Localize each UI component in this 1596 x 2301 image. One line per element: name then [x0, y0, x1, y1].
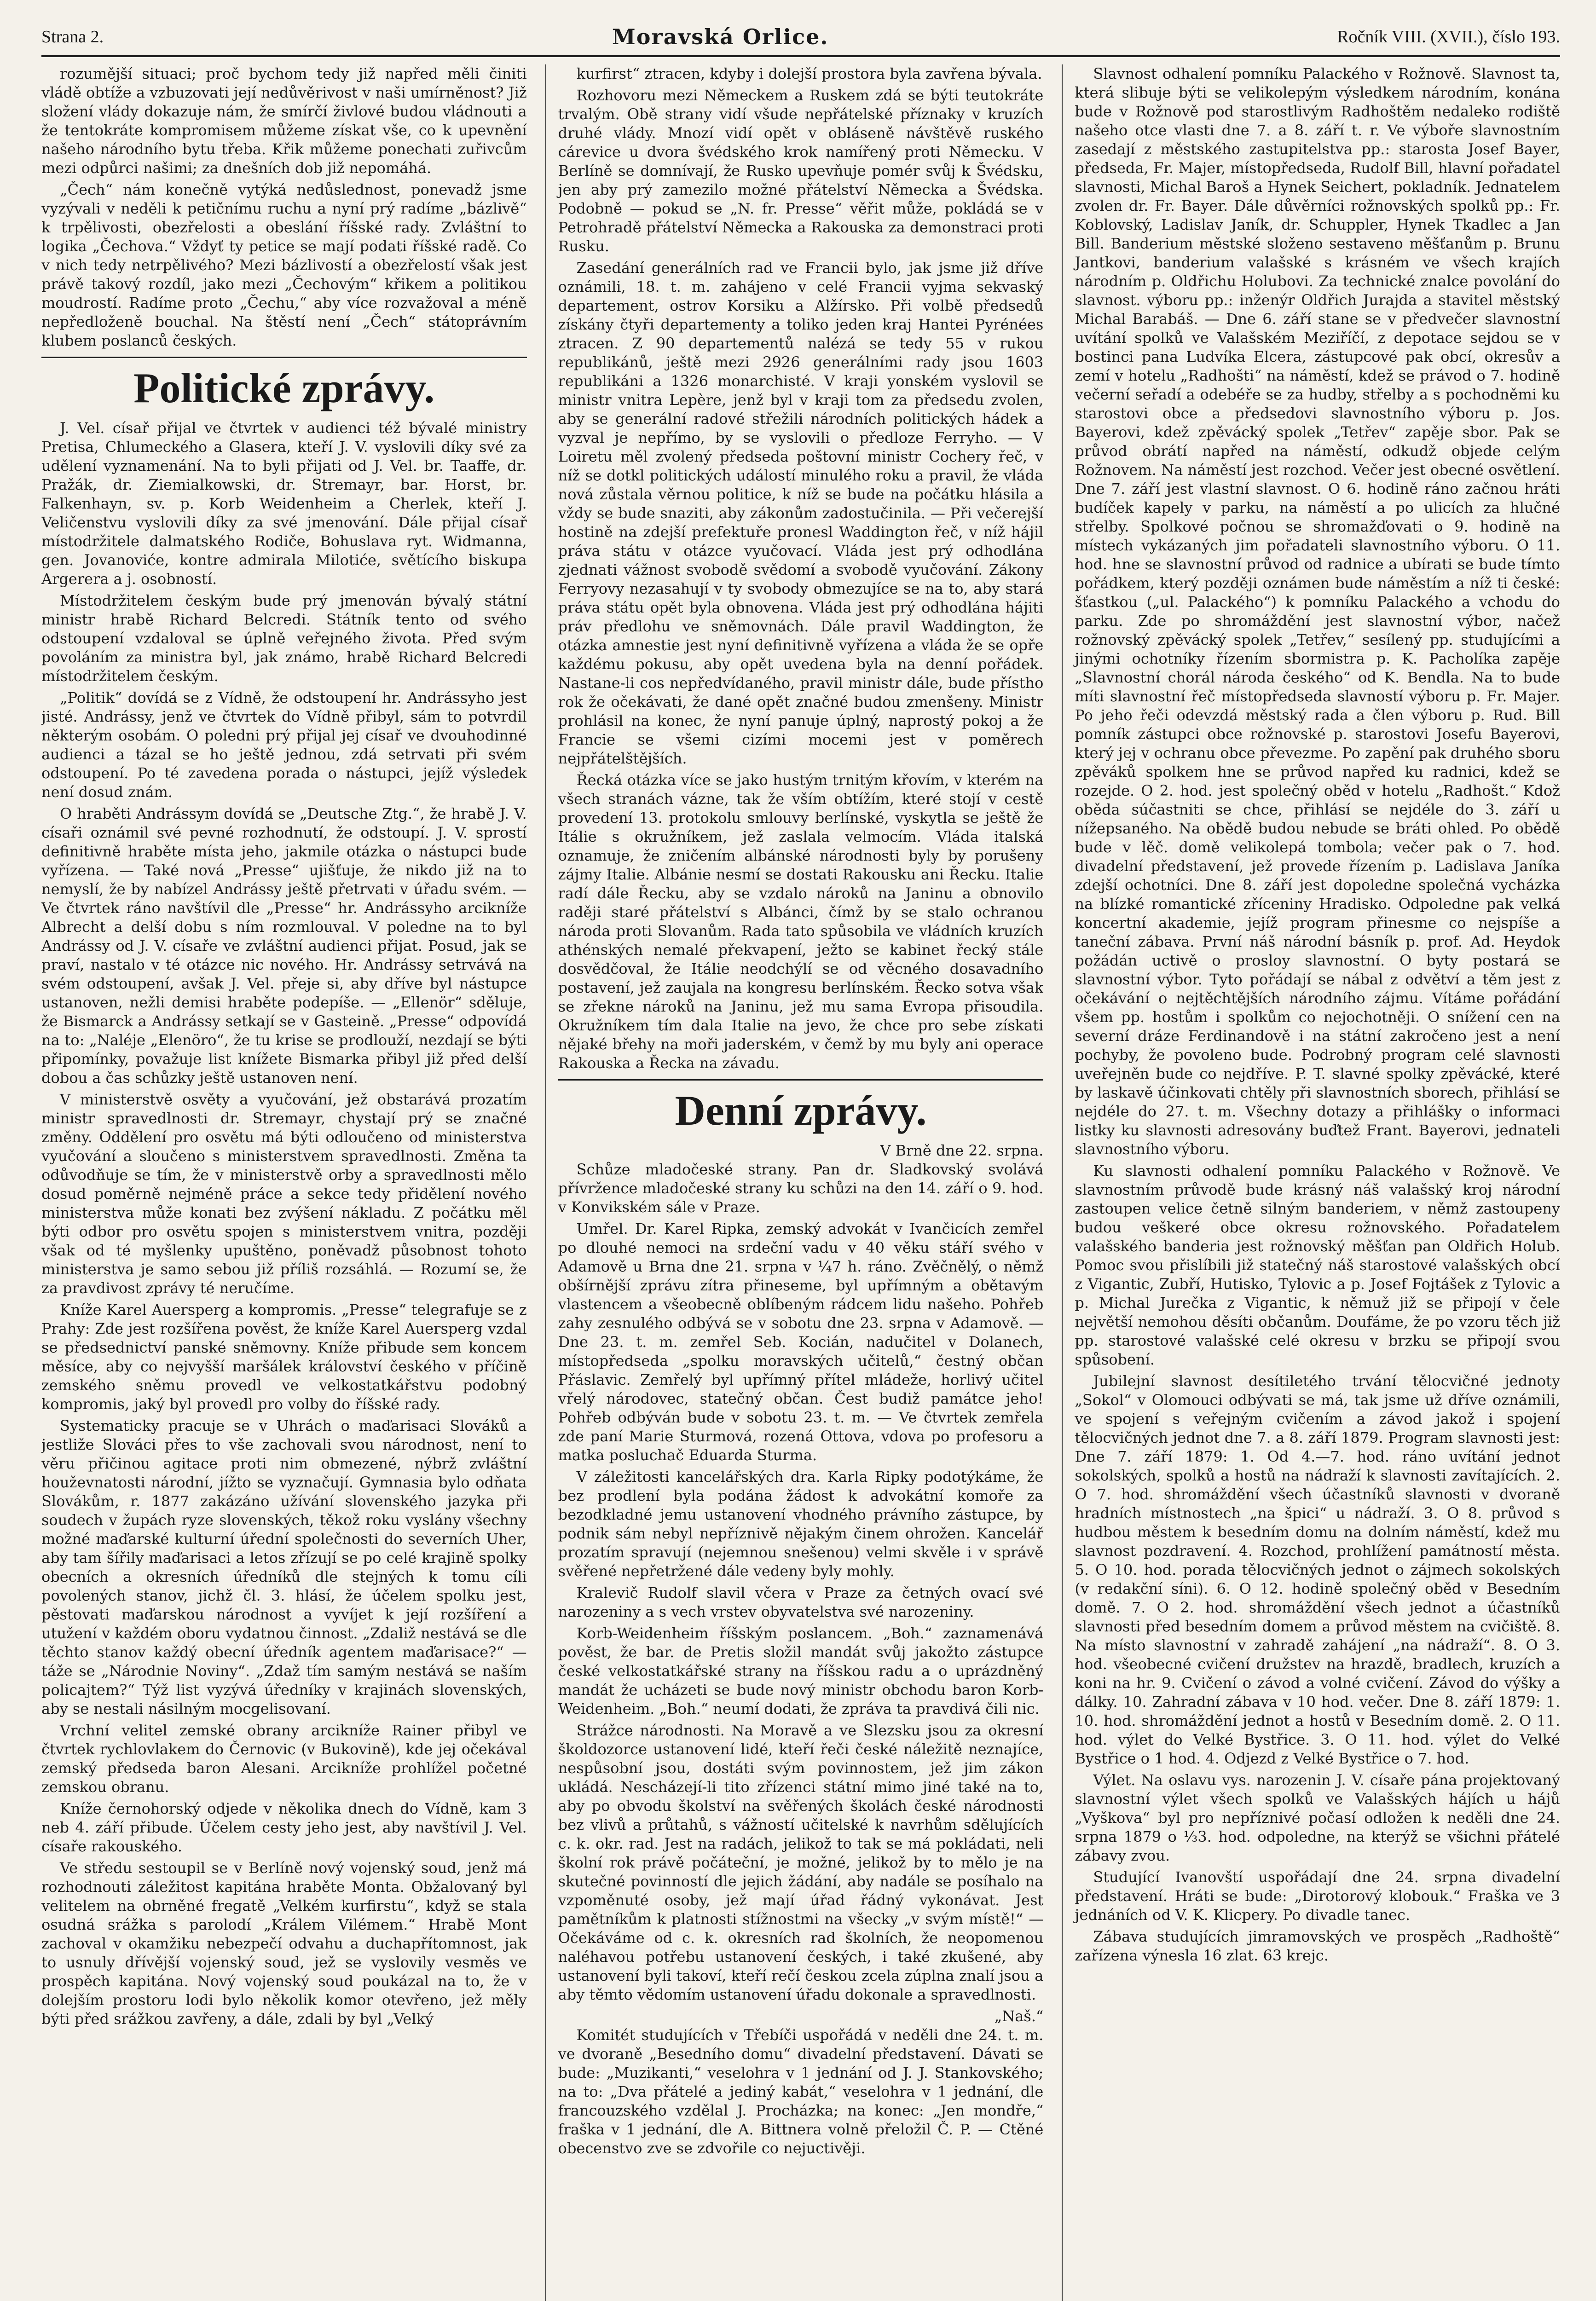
news-item: „Politik“ dovídá se z Vídně, že odstoupení hr. Andrássyho jest jisté. Andrássy, jenž ve čtvrtek do Vídně přibyl, sám to potvrdil některým osobám. O poledni prý přijal jej císař ve dvouhodinné audienci a tázal se ho ještě jednou, zdá setrvati při svém odstoupení. Po té zavedena porada o nástupci, jejíž výsledek není dosud znám.	[41, 689, 527, 801]
news-item: Schůze mladočeské strany. Pan dr. Sladkovský svolává přívržence mladočeské strany ku schůzi na den 14. září o 9. hod. v Konvikském sále v Praze.	[558, 1161, 1044, 1216]
article-paragraph: „Čech“ nám konečně vytýká nedůslednost, ponevadž jsme vyzývali v neděli k petičnímu ruchu a nyní prý radíme „bázlivě“ k trpělivosti, obezřelosti a obeslání říšské rady. Zvláštní to logika „Čechova.“ Vždyť ty petice se mají podati říšské radě. Co v nich tedy netrpělivého? Mezi bázlivostí a obezřelostí však jest právě takový rozdíl, jako mezi „Čechovým“ křikem a politikou moudrostí. Radíme proto „Čechu,“ aby více rozvažoval a méně nepředloženě bouchal. Na štěstí není „Čech“ státoprávním klubem poslanců českých.	[41, 181, 527, 349]
news-item: Slavnost odhalení pomníku Palackého v Rožnově. Slavnost ta, která slibuje býti se velikolepým výsledkem národním, konána bude v Rožnově pod starostlivým Radhoštěm nedaleko rodiště našeho otce vlasti dne 7. a 8. září t. r. Ve výboře slavnostním zasedají z městského zastupitelstva pp.: starosta Josef Bayer, předseda, Fr. Majer, místopředseda, Rudolf Bill, hlavní pořadatel slavnosti, Michal Baroš a Hynek Seichert, pokladník. Jednatelem zvolen dr. Fr. Bayer. Dále důvěrníci rožnovských spolků pp.: Fr. Koblovský, Ladislav Janík, dr. Schuppler, Hynek Tkadlec a Jan Bill. Banderium městské složeno sestaveno měšťanům p. Brunu Jantkovi, banderium valašské s krásném ve všech krajích národním p. Oldřichu Holubovi. Za technické znalce povolání do slavnost. výboru pp.: inženýr Oldřich Jurajda a stavitel městský Michal Barabáš. — Dne 6. září stane se v předvečer slavnostní uvítání spolků ve Valašském Meziříčí, z depotace sejdou se v bostinci pana Ludvíka Elcera, zástupcové pak obcí, okresův a zemí v hotelu „Radhošti“ na náměstí, kdež se právod o 7. hodině večerní seřadí a odebéře se za hudby, střelby a s pochodněmi ku starostovi obce a předsedovi slavnostního výboru p. Jos. Bayerovi, kdež zpěvácký spolek „Tetřev“ zapěje sbor. Pak se průvod obrátí napřed na náměstí, odkudž objede celým Rožnovem. Na náměstí jest rozchod. Večer jest obecné osvětlení. Dne 7. září jest vlastní slavnost. O 6. hodině ráno začnou hráti budíček kapely v parku, na náměstí a po ulicích za hlučné střelby. Spolkové počnou se shromažďovati o 9. hodině na místech vykázaných jim pořadateli slavnostního výboru. O 11. hod. hne se slavnostní průvod od radnice a ubírati se bude tímto pořádkem, který později oznámen bude náměstím a níž ti české: šťastkou („ul. Palackého“) k pomníku Palackého a vchodu do parku. Zde po shromáždění jest slavnostní výbor, načež rožnovský zpěvácký spolek „Tetřev,“ sesílený pp. studujícími a jinými ochotníky řízením sbormistra p. K. Pacholíka zapěje „Slavnostní chorál národa českého“ od K. Bendla. Na to bude míti slavnostní řeč místopředseda slavností výboru p. Fr. Majer. Po jeho řeči odevzdá městský rada a člen výboru p. Rud. Bill pomník zástupci obce rožnovské p. starostovi Josefu Bayerovi, který jej v ochranu obce převezme. Po zapění pak druhého sboru zpěváků spolkem hne se průvod napřed ku radnici, kdež se rozejde. O 2. hod. jest společný oběd v hotelu „Radhošt.“ Kdož oběda súčastniti se chce, přihlásí se nejdéle do 3. září u nížepsaného. Na obědě budou nebude se bráti ohled. Po obědě bude v lěč. domě velikolepá tombola; večer pak o 7. hod. divadelní představení, jež provede řízením p. Ladislava Janíka zdejší ochotníci. Dne 8. září jest dopoledne společná vycházka na blízké romantické zříceniny Hradisko. Odpoledne pak velká koncertní akademie, jejíž program přinesme co nejspíše a taneční zábava. První náš národní básník p. prof. Ad. Heydok požádán uctivě o prosloy slavnostní. O byty postará se slavnostní výbor. Tyto pořádají se nábal z odvětví a těm jest z očekávání o nejtěchtějších národního zájmu. Vítáme pořádání všem pp. hostům i spolkům co nejochotněji. O snížení cen na severní dráze Ferdinandově i na státní zakročeno jest a není pochyby, že povoleno bude. Podrobný program celé slavnosti uveřejněn bude co nejdříve. P. T. slavné spolky zpěvácké, které by laskavě účinkovati chtěly při slavnostních sborech, přihlásí se nejdéle do 27. t. m. Všechny dotazy a přihlášky o informaci listky ku slavnosti adresovány buďtež Frant. Bayerovi, jednateli slavnostního výboru.	[1075, 65, 1561, 1158]
news-item: Kníže černohorský odjede v několika dnech do Vídně, kam 3 neb 4. září přibude. Účelem cesty jeho jest, aby navštívil J. Vel. císaře rakouského.	[41, 1800, 527, 1855]
issue-number: Ročník VIII. (XVII.), číslo 193.	[1337, 27, 1560, 46]
column-3	[1062, 64, 1560, 2301]
news-item: Umřel. Dr. Karel Ripka, zemský advokát v Ivančicích zemřel po dlouhé nemoci na srdeční vadu v 40 věku stáří svého v Adamově u Brna dne 21. srpna v ¼7 h. ráno. Zvěčnělý, o němž obšírnější zprávu zítra přineseme, byl upřímným a obětavým vlastencem a všeobecně oblíbeným rádcem lidu našeho. Pohřeb zahy zesnulého odbývá se v sobotu dne 23. srpna v Adamově. — Dne 23. t. m. zemřel Seb. Kocián, nadučitel v Dolanech, místopředseda „spolku moravských učitelů,“ čestný občan Přáslavic. Zemřelý byl upřímný přítel mládeže, horlivý učitel vřelý národovec, statečný občan. Čest budiž památce jeho! Pohřeb odbýván bude v sobotu 23. t. m. — Ve čtvrtek zemřela zde paní Marie Sturmová, rozená Ottova, vdova po profesoru a matka posluchač Eduarda Sturma.	[558, 1220, 1044, 1464]
news-item: Jubilejní slavnost desítiletého trvání tělocvičné jednoty „Sokol“ v Olomouci odbývati se má, tak jsme už dříve oznámili, ve spojení s veřejným cvičením a závod jakož i spojení tělocvičných jednot dne 7. a 8. září 1879. Program slavnosti jest: Dne 7. září 1879: 1. Od 4.—7. hod. ráno uvítání jednot sokolských, spolků a hostů na nádraží k slavnosti zavítajících. 2. O 7. hod. shromáždění všech účastníků slavnosti v dvoraně hradních místnostech „na špici“ u nádraží. 3. O 8. průvod s hudbou městem k besedním domu na dolním náměstí, kdež mu slavnost pozdravení. 4. Rozchod, prohlížení památností města. 5. O 10. hod. porada tělocvičných jednot o zájmech sokolských (v redakční síni). 6. O 12. hodině společný oběd v Besedním domě. 7. O 2. hod. shromáždění všech jednot a účastníků slavnosti před besedním domem a průvod městem na cvičiště. 8. Na místo slavnostní v zahradě zahájení „na nádraží“. 8. O 3. hod. všeobecné cvičení družstev na hrazdě, bradlech, kruzích a koni na hr. 9. Cvičení o závod a volné cvičení. Závod do výšky a dálky. 10. Zahradní zábava v 10 hod. večer. Dne 8. září 1879: 1. 10. hod. shromáždění jednot a hostů v Besedním domě. 2. O 11. hod. výlet do Velké Bystřice. 3. O 11. hod. výlet do Velké Bystřice o 1 hod. 4. Odjezd z Velké Bystřice o 7. hod.	[1075, 1372, 1561, 1767]
news-item: Studující Ivanovští uspořádají dne 24. srpna divadelní představení. Hráti se bude: „Dirotorový klobouk.“ Fraška ve 3 jednáních od V. K. Klicpery. Po divadle tanec.	[1075, 1868, 1561, 1924]
dateline: V Brně dne 22. srpna.	[880, 1142, 1044, 1159]
news-item: Ve středu sestoupil se v Berlíně nový vojenský soud, jenž má rozhodnouti záležitost kapitána hraběte Monta. Obžalovaný byl velitelem na obrněné fregatě „Velkém kurfirstu“, když se stala osudná srážka s parolodí „Králem Vilémem.“ Hrabě Mont zachoval v okamžiku nebezpečí odvahu a duchapřítomnost, jak to usnuly dřívější vojenský soud, jež se vyslovily vesměs ve prospěch kapitána. Nový vojenský soud poukázal na to, že v dolejším prostoru lodi bylo několik komor otevřeno, jež měly býti před srážkou zavřeny, a dále, zdali by byl „Velký	[41, 1859, 527, 2028]
news-item: Komitét studujících v Třebíči uspořádá v neděli dne 24. t. m. ve dvoraně „Besedního domu“ divadelní představení. Dávati se bude: „Muzikanti,“ veselohra v 1 jednání od J. J. Stankovského; na to: „Dva přátelé a jediný kabát,“ veselohra v 1 jednání, dle francouzského vzdělal J. Procházka; na konec: „Jen mondře,“ fraška v 1 jednání, dle A. Bittnera volně přeložil Č. P. — Ctěné obecenstvo zve se zdvořile co nejuctivěji.	[558, 2026, 1044, 2157]
news-item: Zábava studujících jimramovských ve prospěch „Radhoště“ zařízena výnesla 16 zlat. 63 krejc.	[1075, 1928, 1561, 1964]
page-header	[41, 18, 1560, 57]
signoff: „Naš.“	[994, 2007, 1044, 2025]
section-title-denni: Denní zprávy.	[558, 1079, 1044, 1136]
news-item: Zasedání generálních rad ve Francii bylo, jak jsme již dříve oznámili, 18. t. m. zahájeno v celé Francii vyjma sekvaský departement, ostrov Korsiku a Alžírsko. Při volbě předsedů získány čtyři departementy a toliko jeden kraj Hantei Pyrénées ztracen. Z 90 departementů nalézá se tedy 55 v rukou republikánů, ještě mezi 2926 generálními rady jsou 1603 republikáni a 1326 monarchisté. V kraji yonském vyslovil se ministr vnitra Lepère, jenž byl v kraji tom za předsedu zvolen, aby se generální radové střežili národních politických hádek a vyzval je nepřímo, by se vyslovili o předloze Ferryho. — V Loiretu měl zvolený předseda poštovní ministr Cochery řeč, v níž se dotkl politických událostí minulého roku a pravil, že vláda nová zůstala věrnou politice, k níž se bude na počátku hlásila a vždy se bude snaziti, aby zákonům zadostučinila. — Při večerejší hostině na zdejší prefektuře pronesl Waddington řeč, v níž hájil práva státu v otázce vyučovací. Vláda jest prý odhodlána zjednati vážnost svobodě svědomí a svobodě vyučování. Zákony Ferryovy nezasahují v ty svobody obmezujíce se na to, aby stará práva státu opět byla obnovena. Vláda jest prý odhodlána hájiti práv předlohu ve sněmovnách. Dále pravil Waddington, že otázka amnestie jest nyní definitivně vyřízena a vláda že se opře každému pokusu, aby opět uvedena byla na denní pořádek. Nastane-li cos nepředvídaného, pravil ministr dále, bude přístho rok že očekávati, že dané opět značné budou zmenšeny. Ministr prohlásil na konec, že nyní panuje úplný, naprostý pokoj a že Francie se všemi cizími mocemi jest v poměrech nejpřátelštějších.	[558, 259, 1044, 767]
news-item: Strážce národnosti. Na Moravě a ve Slezsku jsou za okresní školdozorce ustanovení lidé, kteří řeči české náležitě neznajíce, nespůsobní jsou, dostáti svým povinnostem, jež jim zákon ukládá. Nescházejí-li tito zřízenci státní mimo jiné také na to, aby po obvodu školství na svěřených školách české národnosti bez vlivů a průtahů, s vážností učitelské k navrhům sdělujících c. k. okr. rad. Jest na radách, jelikož to tak se má pokládati, neli školní rok právě počáteční, je možné, jelikož by to mělo je na skutečné povinností dle jejich žádání, aby nadále se posíhalo na vzpoměnuté osoby, jež mají úřad řádný vykonávat. Jest pamětníkům k platnosti stížnostmi na všecky „v svým místě!“ — Očekáváme od c. k. okresních rad školních, že neopomenou naléhavou potřebu ustanovení českých, i také zkušené, aby ustanovení byli takoví, kteří rečí českou zcela zúplna znalí jsou a aby těmto vědomím ustanovení úřadu dokonale a spravedlnosti.	[558, 1722, 1044, 2003]
news-item: Rozhovoru mezi Německem a Ruskem zdá se býti teutokráte trvalým. Obě strany vidí všude nepřátelské příznaky v kruzích druhé vlády. Mnozí vidí opět v obláseně návštěvě ruského cárevice u dvora švédského krok namířený proti Německu. V Berlíně se domnívají, že Rusko upevňuje pomér svůj k Švédsku, jen aby prý zamezilo možné přátelství Německa a Švédska. Podobně — pokud se „N. fr. Presse“ věřit může, pokládá se v Petrohradě přátelství Německa a Rakouska za demonstraci proti Rusku.	[558, 87, 1044, 255]
news-item: Kníže Karel Auersperg a kompromis. „Presse“ telegrafuje se z Prahy: Zde jest rozšířena pověst, že kníže Karel Auersperg vzdal se předsednictví panské sněmovny. Kníže přibude sem koncem měsíce, aby co nejvyšší maršálek království českého v příčině zemského sněmu provedl ve velkostatkářstvu podobný kompromis, jaký byl provedl pro volby do říšské rady.	[41, 1301, 527, 1413]
news-item: kurfirst“ ztracen, kdyby i dolejší prostora byla zavřena bývala.	[576, 65, 1042, 82]
news-item: V ministerstvě osvěty a vyučování, jež obstarává prozatím ministr spravedlnosti dr. Stremayr, chystají prý se značné změny. Oddělení pro osvětu má býti odloučeno od ministerstva vyučování a sloučeno s ministerstvem spravedlnosti. Změna ta odůvodňuje se tím, že v ministerstvě orby a spravedlnosti mělo dosud poměrně nejméně práce a sekce tedy přidělení nového ministerstva může konati bez zvýšení nákladu. Z počátku měl býti odbor pro osvětu spojen s ministerstvem vnitra, později však od té myšlenky upuštěno, poněvadž působnost tohoto ministerstva je samo sebou již příliš rozsáhlá. — Rozumí se, že za pravdivost zprávy té neručíme.	[41, 1091, 527, 1297]
news-item: Systematicky pracuje se v Uhrách o maďarisaci Slováků a jestliže Slováci přes to vše zachovali svou národnost, není to věru přičinou agitace proti nim obmezené, nýbrž zvláštní houževnatosti národní, jížto se vyznačují. Gymnasia bylo odňata Slovákům, r. 1877 zakázáno užívání slovenského jazyka při soudech v župách ryze slovenských, těkož roku vyslány všechny možné maďarské kulturní úřední společnosti do severních Uher, aby tam šířily maďarisaci a letos zřízují se po celé krajině spolky obecních a okresních úředníků dle stejných k tomu cíli povolených stanov, jichž čl. 3. hlásí, že účelem spolku jest, pěstovati maďarskou národnost a vyvíjet k její rozšíření a utužení v každém oboru vydatnou činnost. „Zdaliž nestává se dle těchto stanov každý obecní úředník agentem maďarisace?“ — táže se „Národnie Noviny“. „Zdaž tím samým nestává se naším policajtem?“ Týž list vyzývá úředníky v krajinách slovenských, aby se nestali násilným mocgelisovaní.	[41, 1417, 527, 1717]
column-2	[545, 64, 1044, 2301]
news-item: Korb-Weidenheim říšským poslancem. „Boh.“ zaznamenává pověst, že bar. de Pretis složil mandát svůj jakožto zástupce české velkostatkářské strany na říšskou radu a o uprázdněný mandát že ucházeti se bude nový ministr obchodu baron Korb-Weidenheim. „Boh.“ neumí dodati, že zpráva ta pravdivá čili nic.	[558, 1625, 1044, 1717]
newspaper-page	[41, 18, 1560, 2301]
section-title-politicke: Politické zprávy.	[41, 357, 527, 413]
news-item: J. Vel. císař přijal ve čtvrtek v audienci též bývalé ministry Pretisa, Chlumeckého a Glasera, kteří J. V. vyslovili díky své za udělení vyznamenání. Na to byli přijati od J. Vel. br. Taaffe, dr. Pražák, dr. Ziemialkowski, dr. Stremayr, bar. Horst, br. Falkenhayn, sv. p. Korb Weidenheim a Cherlek, kteří J. Veličenstvu vyslovili díky za své jmenování. Dále přijal císař místodržitele dalmatského Rodiče, Bohuslava ryt. Widmanna, gen. Jovanoviće, kontre admirala Milotiće, světícího biskupa Argerera a j. osobností.	[41, 419, 527, 588]
page-number: Strana 2.	[41, 27, 104, 46]
news-item: Kralevič Rudolf slavil včera v Praze za četných ovací své narozeniny a s vech vrstev obyvatelstva své narozeniny.	[558, 1584, 1044, 1620]
article-paragraph: rozumější situaci; proč bychom tedy již napřed měli činiti vládě obtíže a vzbuzovati její nedůvěrivost v naši umírněnost? Již složení vlády dokazuje nám, že smírčí živlové budou vládnouti a že tentokráte kompromisem můžeme získat vše, co k upevnění našeho národního bytu třeba. Křik můžeme ponechati zuřivcům mezi odpůrci našimi; za dnešních dob již nepomáhá.	[41, 65, 527, 177]
news-item: Řecká otázka více se jako hustým trnitým křovím, v kterém na všech stranách vázne, tak že vším obtížím, které stojí v cestě provedení 13. protokolu smlouvy berlínské, vyskytla se ještě že Itálie s okružníkem, jež zaslala velmocím. Vláda italská oznamuje, že zničením albánské národnosti byly by porušeny zájmy Italie. Albánie nesmí se dostati Rakousku ani Řecku. Italie radí dále Řecku, aby se vzdalo nároků na Janinu a obnovilo raději staré přátelství s Albánci, čímž by se stalo ochranou národa proti Slovanům. Rada tato spůsobila ve vládních kruzích athénských nemalé překvapení, ježto se kabinet řecký stále dosvědčoval, že Itálie neodchýlí se od věcného dosavadního postavení, jež zaujala na kongresu berlínském. Řecko sotva však se zřekne nároků na Janinu, jež mu sama Evropa přisoudila. Okružníkem tím dala Italie na jevo, že chce pro sebe získati nějaké břehy na moři jaderském, v čemž by mu byly ani operace Rakouska a Řecka na závadu.	[558, 771, 1044, 1072]
news-item: V záležitosti kancelářských dra. Karla Ripky podotýkáme, že bez prodlení byla podána žádost k advokátní komoře za bezodkladné jemu ustanovení vhodného právního zástupce, by podnik sám nebyl nepříznivě nějakým činem ohrožen. Kancelář prozatím spravují (nejemnou snešenou) velmi skvěle i v správě svěřené nepřetržené dále vedeny byly mohly.	[558, 1468, 1044, 1580]
news-item: O hraběti Andrássym dovídá se „Deutsche Ztg.“, že hrabě J. V. císaři oznámil své pevné rozhodnutí, že odstoupí. J. V. sprostí definitivně hraběte místa jeho, jakmile otázka o nástupci bude vyřízena. — Také nová „Presse“ ujišťuje, že nikdo již na to nemyslí, že by nabízel Andrássy ještě přetrvati v úřadu svém. — Ve čtvrtek ráno navštívil dle „Presse“ hr. Andrássyho arcikníže Albrecht a delší dobu s ním rozmlouval. V poledne na to byl Andrássy od J. V. císaře ve zvláštní audienci přijat. Posud, jak se praví, nastalo v té otázce nic nového. Hr. Andrássy setrvává na svém odstoupení, avšak J. Vel. přeje si, aby dříve byl nástupce ustanoven, nežli demisi hraběte podepíše. — „Ellenör“ sděluje, že Bismarck a Andrássy setkají se v Gasteině. „Presse“ odpovídá na to: „Naléje „Elenöro“, že tu krise se prodlouží, nezdají se býti připomínky, považuje list knížete Bismarka přibyl již před delší dobou a čas schůzky ještě ustanoven není.	[41, 805, 527, 1087]
masthead: Moravská Orlice.	[612, 24, 829, 49]
news-item: Místodržitelem českým bude prý jmenován bývalý státní ministr hrabě Richard Belcredi. Státník tento od svého odstoupení vzdaloval se úplně veřejného života. Před svým povoláním za ministra byl, jak známo, hrabě Richard Belcredi místodržitelem českým.	[41, 592, 527, 685]
news-item: Výlet. Na oslavu vys. narozenin J. V. císaře pána projektovaný slavnostní výlet všech spolků ve Valašských hájích u hájů „Vyškova“ byl pro nepříznivé počasí odložen k neděli dne 24. srpna 1879 o ⅓3. hod. odpoledne, na kterýž se všichni přátelé zábavy zvou.	[1075, 1771, 1561, 1864]
column-1	[41, 64, 527, 2301]
news-item: Vrchní velitel zemské obrany arcikníže Rainer přibyl ve čtvrtek rychlovlakem do Černovic (v Bukovině), kde jej očekával zemský předseda baron Alesani. Arcikníže prohlížel početné zemskou obranu.	[41, 1722, 527, 1796]
columns	[41, 64, 1560, 2301]
news-item: Ku slavnosti odhalení pomníku Palackého v Rožnově. Ve slavnostním průvodě bude krásný náš valašský kroj národní zastoupen velice četně silným banderiem, v němž zastoupeny budou veškeré obce okresu rožnovského. Pořadatelem valašského banderia jest rožnovský měšťan pan Oldřich Holub. Pomoc svou přislíbili již statečný náš starostové valašských obcí z Vigantic, Zubří, Hutisko, Tylovic a p. Josef Fojtášek z Tylovic a p. Michal Jurečka z Vigantic, k němuž již se připojí v čele největší nemohou děsíti občanům. Doufáme, že po vzoru těch již pp. starostové valašské celé okresu v brzku se připojí svou spůsobení.	[1075, 1162, 1561, 1368]
